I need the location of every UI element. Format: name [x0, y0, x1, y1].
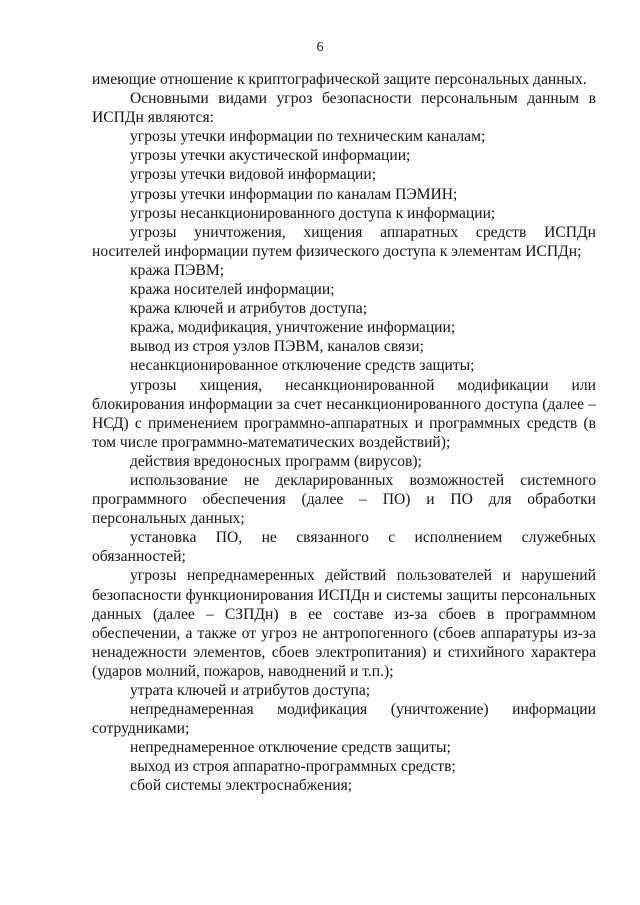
- list-item: вывод из строя узлов ПЭВМ, каналов связи;: [130, 338, 424, 356]
- list-item: угрозы утечки информации по техническим каналам;: [130, 128, 486, 146]
- list-item: действия вредоносных программ (вирусов);: [130, 452, 422, 470]
- list-item: кража ПЭВМ;: [130, 261, 225, 279]
- list-item: несанкционированное отключение средств защиты;: [130, 357, 475, 375]
- list-item: угрозы утечки акустической информации;: [130, 147, 411, 165]
- list-item: непреднамеренное отключение средств защиты;: [130, 739, 451, 757]
- list-item: установка ПО, не связанного с исполнением служебных обязанностей;: [92, 529, 596, 566]
- document-body: [92, 70, 596, 796]
- list-item: угрозы несанкционированного доступа к информации;: [130, 204, 496, 222]
- page-number: 6: [316, 40, 324, 55]
- list-item: угрозы хищения, несанкционированной модификации или блокирования информации за счет несанкционированного доступа (далее – НСД) с применением программно-аппаратных и программных средств (в том числе программно-математических воздействий);: [92, 376, 596, 451]
- list-item: угрозы непреднамеренных действий пользователей и нарушений безопасности функционирования ИСПДн и системы защиты персональных данных (далее – СЗПДн) в ее составе из-за сбоев в программном обеспечении, а также от угроз не антропогенного (сбоев аппаратуры из-за ненадежности элементов, сбоев электропитания) и стихийного характера (ударов молний, пожаров, наводнений и т.п.);: [92, 567, 596, 680]
- list-item: утрата ключей и атрибутов доступа;: [130, 682, 371, 699]
- list-item: сбой системы электроснабжения;: [130, 777, 353, 795]
- list-item: угрозы утечки видовой информации;: [130, 166, 377, 184]
- list-item: использование не декларированных возможностей системного программного обеспечения (далее – ПО) и ПО для обработки персональных данных;: [92, 471, 596, 528]
- list-item: выход из строя аппаратно-программных средств;: [130, 758, 456, 776]
- list-item: непреднамеренная модификация (уничтожение) информации сотрудниками;: [92, 701, 596, 738]
- paragraph-threats-intro: Основными видами угроз безопасности персональным данным в ИСПДн являются:: [92, 90, 596, 127]
- list-item: кража носителей информации;: [130, 281, 335, 299]
- list-item: кража, модификация, уничтожение информации;: [130, 319, 456, 337]
- list-item: угрозы утечки информации по каналам ПЭМИН;: [130, 185, 458, 203]
- paragraph-continuation: имеющие отношение к криптографической защите персональных данных.: [92, 71, 587, 88]
- list-item: кража ключей и атрибутов доступа;: [130, 300, 368, 318]
- list-item: угрозы уничтожения, хищения аппаратных средств ИСПДн носителей информации путем физического доступа к элементам ИСПДн;: [92, 223, 596, 260]
